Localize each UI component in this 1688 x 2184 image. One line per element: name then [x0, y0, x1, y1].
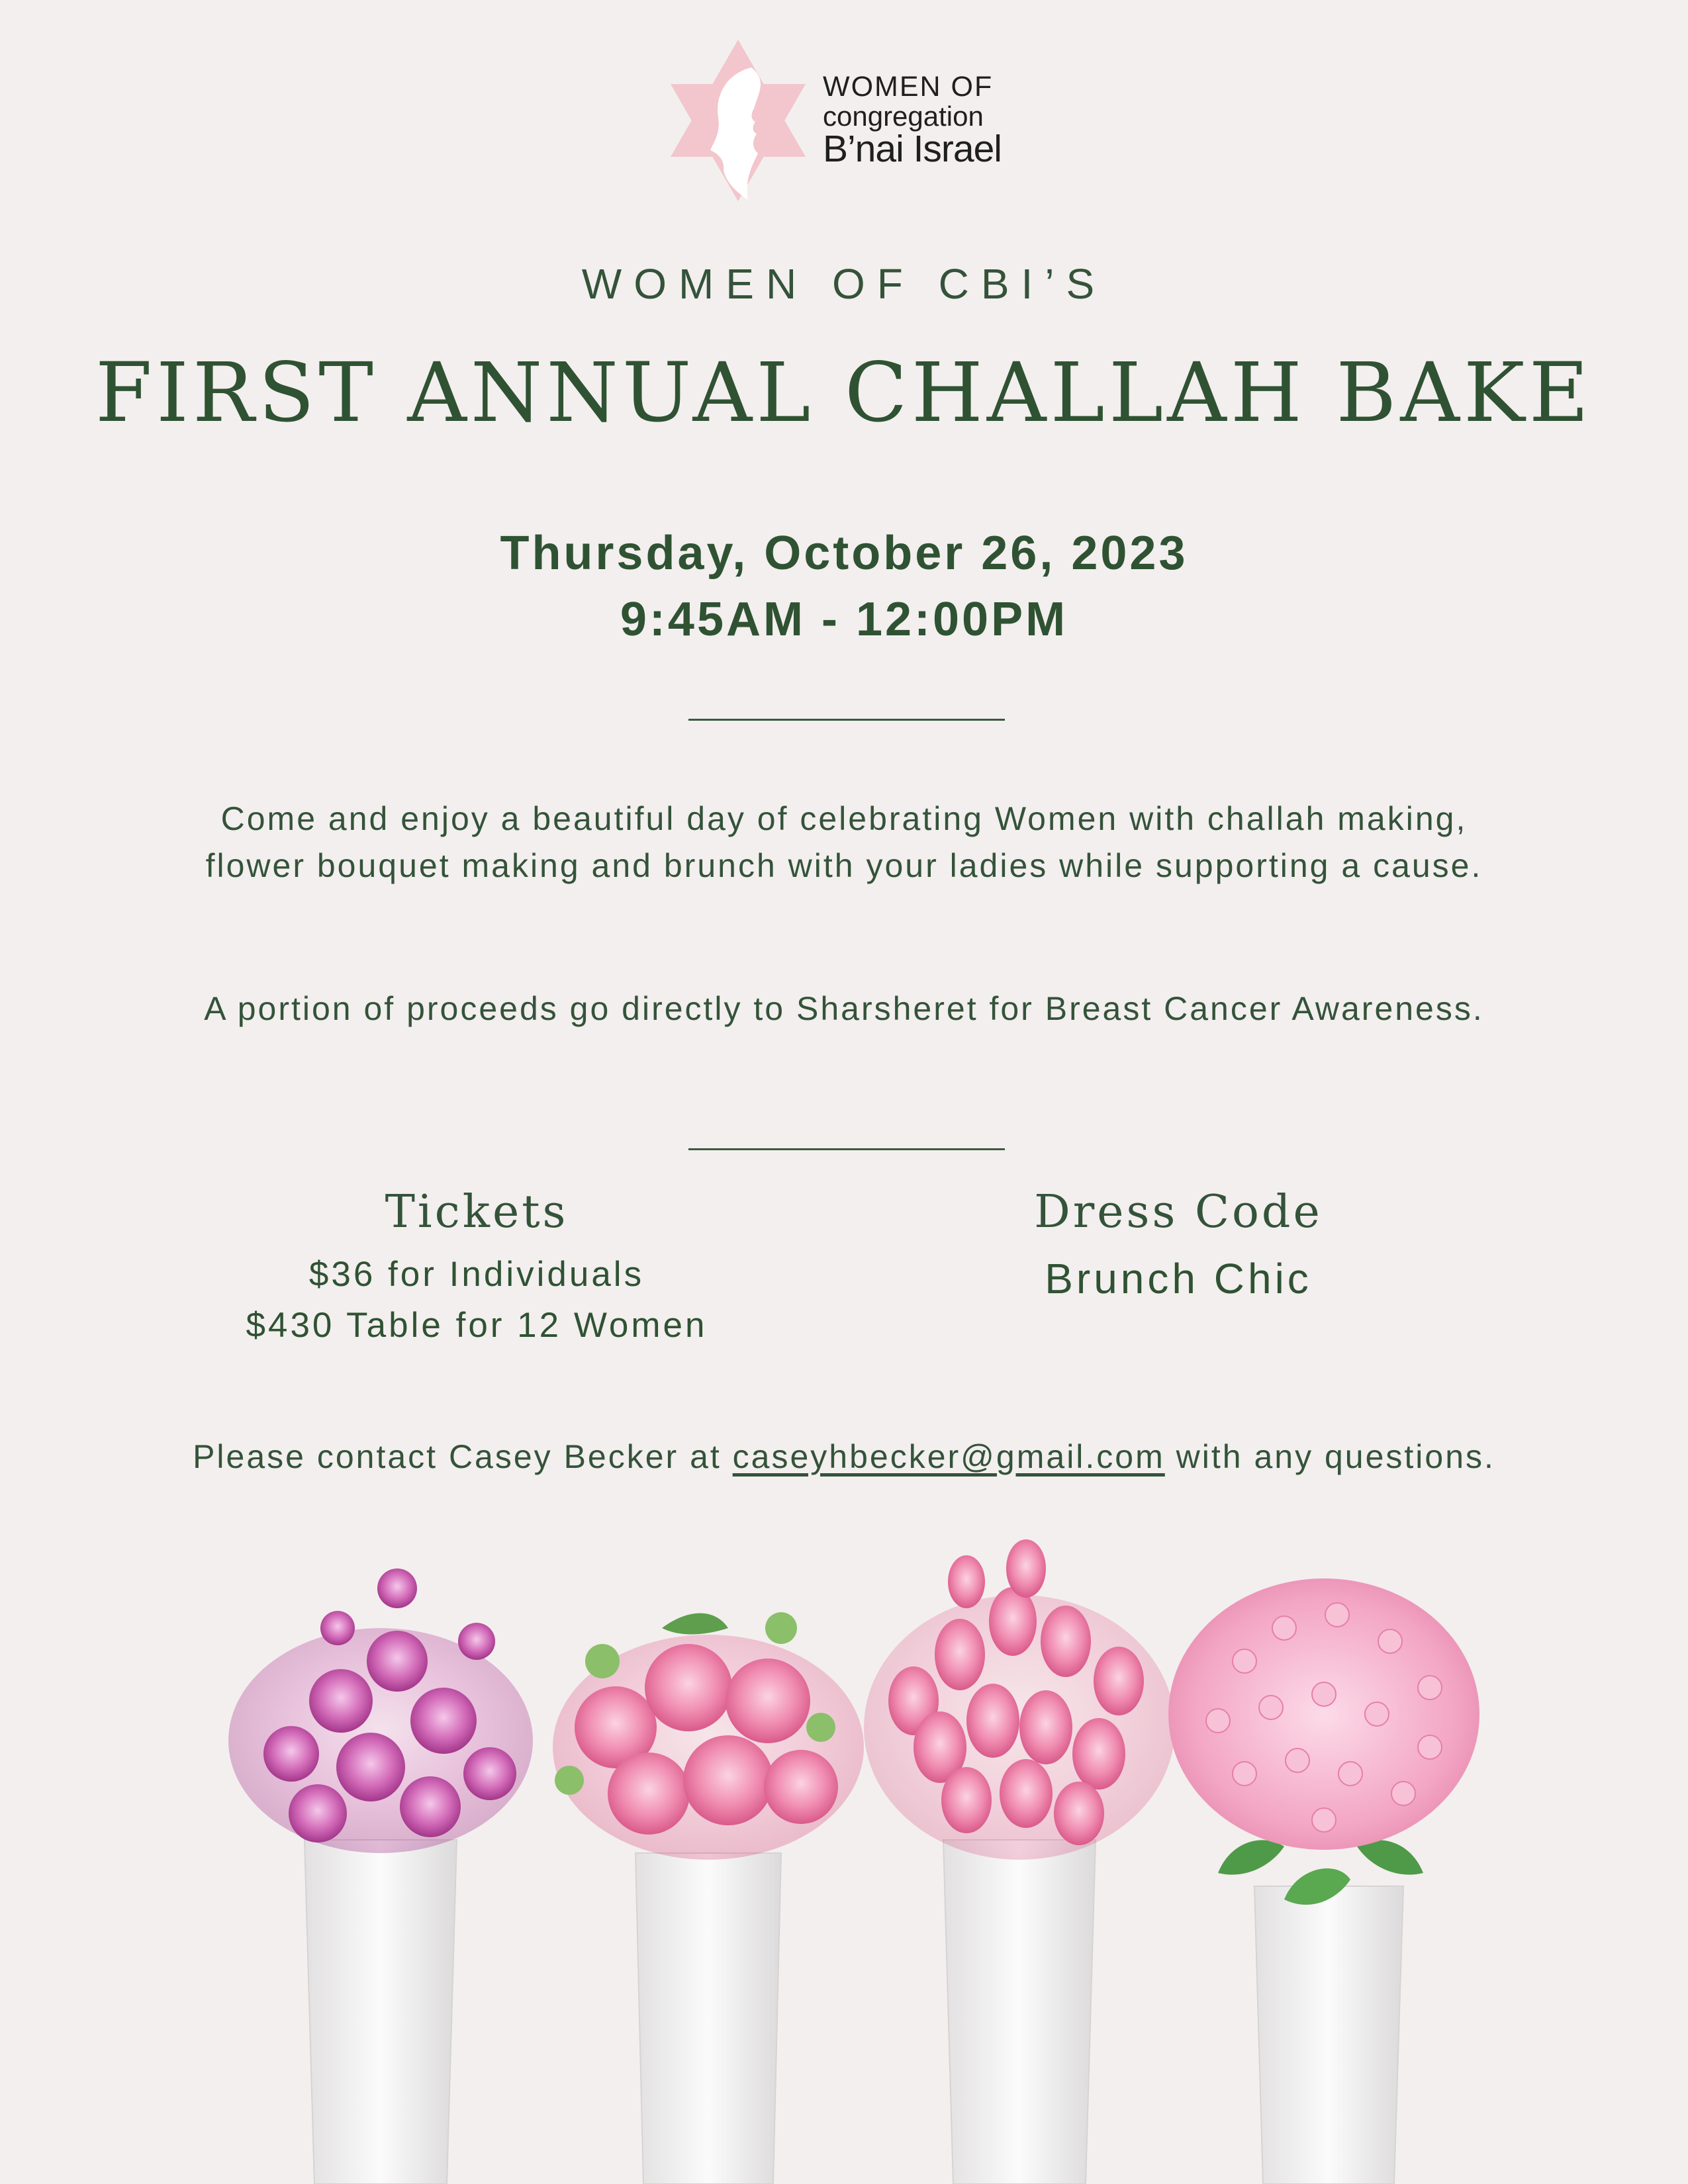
- tulip-bouquet: [864, 1539, 1175, 1860]
- event-time: 9:45AM - 12:00PM: [620, 593, 1068, 646]
- vase: [943, 1840, 1096, 2184]
- proceeds-note: A portion of proceeds go directly to Sharsheret for Breast Cancer Awareness.: [204, 990, 1484, 1027]
- dress-code-value: Brunch Chic: [1045, 1255, 1312, 1302]
- ticket-price-table: $430 Table for 12 Women: [246, 1306, 708, 1345]
- logo-line-bnai-israel: B’nai Israel: [823, 128, 1002, 170]
- event-title: FIRST ANNUAL CHALLAH BAKE: [95, 345, 1593, 441]
- vase: [635, 1853, 781, 2184]
- logo-line-congregation: congregation: [823, 101, 984, 132]
- peony-bouquet: [553, 1612, 864, 1860]
- contact-text-after: with any questions.: [1164, 1438, 1495, 1475]
- vase: [305, 1840, 457, 2184]
- tickets-heading: Tickets: [385, 1186, 569, 1238]
- hydrangea-bouquet: [1168, 1578, 1479, 1905]
- event-kicker: WOMEN OF CBI’S: [581, 260, 1107, 308]
- logo-wordmark: [823, 73, 1002, 168]
- event-description: Come and enjoy a beautiful day of celebrating Women with challah making, flower bouquet making and brunch with your ladies while supporting a cause.: [205, 800, 1483, 884]
- orchid-bouquet: [228, 1569, 533, 1853]
- divider: [688, 719, 1005, 721]
- star-of-david-silhouette-icon: [652, 34, 824, 206]
- dress-code-heading: Dress Code: [1034, 1186, 1323, 1238]
- divider: [688, 1148, 1005, 1150]
- logo-line-women-of: WOMEN OF: [823, 71, 994, 103]
- event-date: Thursday, October 26, 2023: [500, 527, 1188, 580]
- contact-text-before: Please contact Casey Becker at: [193, 1438, 733, 1475]
- logo: [652, 34, 1036, 206]
- vase: [1254, 1886, 1403, 2184]
- flower-vases-illustration: [199, 1529, 1509, 2184]
- ticket-price-individual: $36 for Individuals: [308, 1255, 645, 1294]
- contact-email-link[interactable]: caseyhbecker@gmail.com: [732, 1438, 1165, 1475]
- contact-info: [185, 1433, 1503, 1480]
